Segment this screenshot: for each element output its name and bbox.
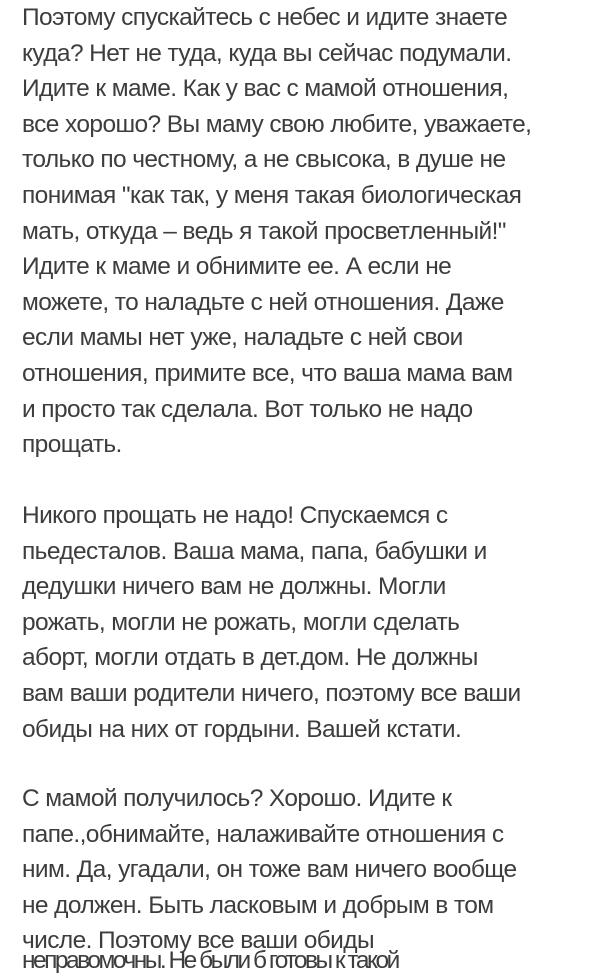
text-line: все хорошо? Вы маму свою любите, уважаете, xyxy=(22,110,532,138)
text-line: аборт, могли отдать в дет.дом. Не должны xyxy=(22,644,478,672)
text-line: если мамы нет уже, наладьте с ней свои xyxy=(22,324,463,352)
text-line: вам ваши родители ничего, поэтому все ваши xyxy=(22,679,521,707)
text-line: не должен. Быть ласковым и добрым в том xyxy=(22,891,494,919)
paragraph-1 xyxy=(22,0,531,463)
text-line: обиды на них от гордыни. Вашей кстати. xyxy=(22,715,462,743)
text-line: ним. Да, угадали, он тоже вам ничего вообще xyxy=(22,856,517,884)
text-line: прощать. xyxy=(22,431,122,459)
text-line: можете, то наладьте с ней отношения. Даже xyxy=(22,288,504,316)
text-line: пьедесталов. Ваша мама, папа, бабушки и xyxy=(22,537,487,565)
cut-off-text-line: неправомочны. Не были б готовы к такой xyxy=(22,947,398,974)
text-line: папе.,обнимайте, налаживайте отношения с xyxy=(22,820,504,848)
text-line: понимая "как так, у меня такая биологическая xyxy=(22,181,522,209)
text-line: Никого прощать не надо! Спускаемся с xyxy=(22,502,448,529)
text-line: только по честному, а не свысока, в душе не xyxy=(22,146,506,174)
text-line: куда? Нет не туда, куда вы сейчас подумали. xyxy=(22,39,512,67)
text-line: отношения, примите все, что ваша мама вам xyxy=(22,359,513,387)
text-line: рожать, могли не рожать, могли сделать xyxy=(22,608,460,636)
text-line: и просто так сделала. Вот только не надо xyxy=(22,395,473,423)
text-line: дедушки ничего вам не должны. Могли xyxy=(22,573,446,601)
text-line: С мамой получилось? Хорошо. Идите к xyxy=(22,785,452,812)
text-line: Поэтому спускайтесь с небес и идите знаете xyxy=(22,4,508,31)
paragraph-3 xyxy=(22,781,517,959)
text-line: мать, откуда – ведь я такой просветленный!" xyxy=(22,217,506,245)
cut-off-line-container xyxy=(22,947,592,979)
text-line: числе. Поэтому все ваши обиды xyxy=(22,927,374,955)
paragraph-2 xyxy=(22,498,521,747)
text-line: Идите к маме. Как у вас с мамой отношения, xyxy=(22,75,509,103)
text-line: Идите к маме и обнимите ее. А если не xyxy=(22,253,452,281)
